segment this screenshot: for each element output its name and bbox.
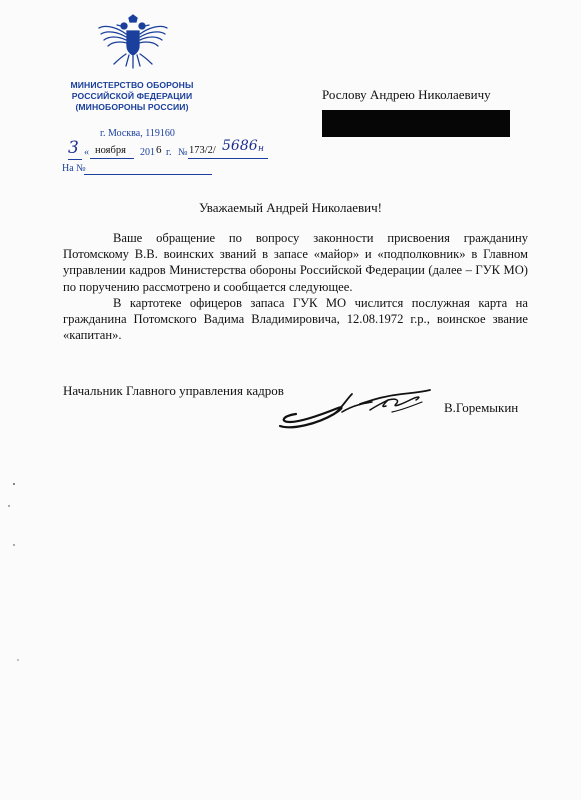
org-line-2: РОССИЙСКОЙ ФЕДЕРАЦИИ: [71, 91, 193, 101]
body-paragraph: В картотеке офицеров запаса ГУК МО числится послужная карта на гражданина Потомского Вадима Владимировича, 12.08.1972 г.р., воинское звание «капитан».: [63, 295, 528, 343]
handwritten-signature: [272, 386, 442, 434]
body-paragraph: Ваше обращение по вопросу законности присвоения гражданину Потомскому В.В. воинских званий в запасе «майор» и «подполковник» в Главном управлении кадров Министерства обороны Российской Федерации (далее – ГУК МО) по поручению рассмотрено и сообщается следующее.: [63, 231, 528, 294]
handwritten-day: 3: [68, 138, 79, 158]
date-month: ноября: [95, 145, 126, 156]
month-underline: [90, 158, 134, 159]
year-g: г.: [166, 147, 172, 158]
number-typed: 173/2/: [189, 145, 216, 156]
salutation: Уважаемый Андрей Николаевич!: [199, 200, 382, 215]
number-handwritten-suffix: н: [258, 144, 264, 154]
year-suffix: 6: [156, 144, 162, 156]
number-handwritten: 5686: [222, 138, 258, 154]
signer-title: Начальник Главного управления кадров: [63, 383, 284, 398]
org-line-1: МИНИСТЕРСТВО ОБОРОНЫ: [70, 80, 194, 90]
redacted-address-block: [322, 110, 510, 137]
number-label: №: [178, 147, 188, 158]
recipient-name: Рослову Андрею Николаевичу: [322, 87, 491, 102]
date-quote: «: [84, 147, 89, 158]
double-headed-eagle-icon: [96, 14, 170, 76]
org-line-3: (МИНОБОРОНЫ РОССИИ): [75, 102, 189, 112]
letter-body: [63, 230, 528, 343]
reference-underline: [84, 174, 212, 175]
year-prefix: 201: [140, 147, 155, 158]
city-postal: г. Москва, 119160: [100, 128, 175, 139]
number-underline: [188, 158, 268, 159]
ministry-letterhead: [62, 80, 202, 113]
date-number-line: [62, 140, 302, 162]
signer-name: В.Горемыкин: [444, 400, 519, 415]
reference-label: На №: [62, 163, 86, 174]
day-underline: [68, 159, 82, 160]
